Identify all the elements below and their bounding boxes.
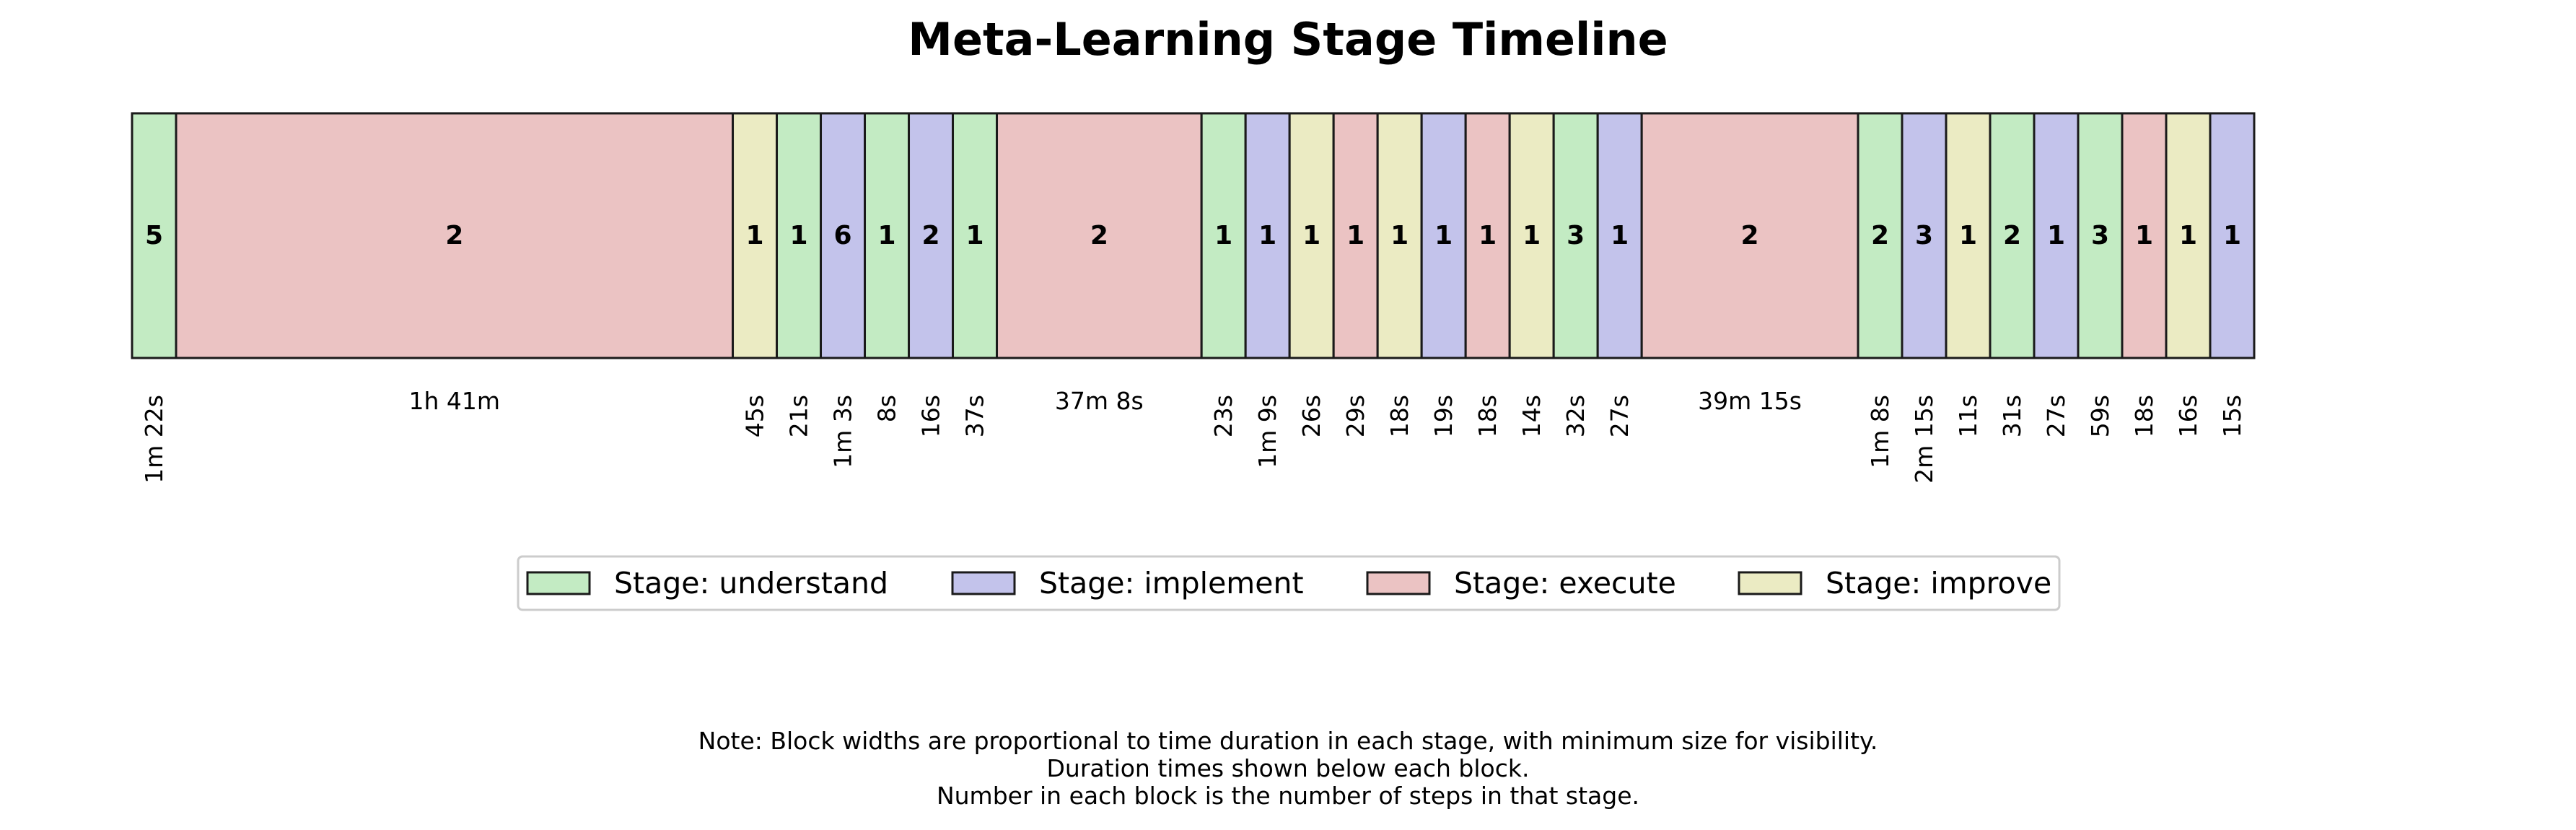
legend bbox=[518, 556, 2059, 610]
legend-label-execute: Stage: execute bbox=[1454, 566, 1676, 600]
block-step-count: 1 bbox=[1258, 221, 1277, 250]
block-duration-label: 19s bbox=[1429, 395, 1458, 438]
block-duration-label: 26s bbox=[1297, 395, 1326, 438]
block-duration-label: 27s bbox=[2042, 395, 2070, 438]
block-step-count: 3 bbox=[1567, 221, 1585, 250]
block-duration-label: 27s bbox=[1605, 395, 1634, 438]
block-duration-label: 15s bbox=[2218, 395, 2246, 438]
block-step-count: 3 bbox=[1914, 221, 1934, 250]
block-duration-label: 37s bbox=[960, 395, 989, 438]
block-duration-label: 8s bbox=[872, 395, 901, 423]
block-step-count: 1 bbox=[1214, 221, 1233, 250]
block-step-count: 1 bbox=[2134, 221, 2154, 250]
block-duration-label: 37m 8s bbox=[1054, 387, 1144, 415]
block-step-count: 1 bbox=[1523, 221, 1541, 250]
block-step-count: 1 bbox=[789, 221, 808, 250]
block-step-count: 1 bbox=[2178, 221, 2198, 250]
legend-swatch-improve bbox=[1739, 572, 1801, 594]
block-duration-label: 1m 8s bbox=[1866, 395, 1894, 468]
block-step-count: 6 bbox=[833, 221, 852, 250]
duration-labels bbox=[140, 387, 2246, 484]
block-step-count: 1 bbox=[1611, 221, 1629, 250]
block-duration-label: 23s bbox=[1209, 395, 1238, 438]
legend-label-implement: Stage: implement bbox=[1039, 566, 1304, 600]
chart-title: Meta-Learning Stage Timeline bbox=[908, 13, 1668, 66]
block-duration-label: 21s bbox=[784, 395, 813, 438]
block-step-count: 2 bbox=[445, 221, 464, 250]
note-line-1: Note: Block widths are proportional to time duration in each stage, with minimum size for visibility. bbox=[698, 727, 1878, 755]
block-duration-label: 11s bbox=[1954, 395, 1982, 438]
block-duration-label: 1h 41m bbox=[408, 387, 501, 415]
block-step-count: 1 bbox=[877, 221, 896, 250]
legend-swatch-understand bbox=[527, 572, 590, 594]
block-step-count: 1 bbox=[2222, 221, 2242, 250]
block-duration-label: 1m 3s bbox=[828, 395, 857, 468]
legend-label-understand: Stage: understand bbox=[614, 566, 888, 600]
block-step-count: 1 bbox=[1302, 221, 1321, 250]
chart-note bbox=[698, 727, 1878, 810]
block-step-count: 2 bbox=[1740, 221, 1759, 250]
block-step-count: 1 bbox=[1346, 221, 1365, 250]
block-step-count: 1 bbox=[965, 221, 984, 250]
block-duration-label: 31s bbox=[1998, 395, 2026, 438]
block-duration-label: 18s bbox=[2130, 395, 2158, 438]
block-step-count: 1 bbox=[2046, 221, 2066, 250]
block-step-count: 2 bbox=[2002, 221, 2022, 250]
block-duration-label: 1m 22s bbox=[140, 395, 168, 484]
block-duration-label: 39m 15s bbox=[1698, 387, 1802, 415]
block-step-count: 3 bbox=[2090, 221, 2110, 250]
block-step-count: 2 bbox=[1090, 221, 1108, 250]
legend-label-improve: Stage: improve bbox=[1826, 566, 2052, 600]
block-step-count: 2 bbox=[921, 221, 940, 250]
block-duration-label: 29s bbox=[1341, 395, 1370, 438]
block-step-count: 5 bbox=[144, 221, 164, 250]
block-duration-label: 32s bbox=[1561, 395, 1590, 438]
note-line-2: Duration times shown below each block. bbox=[1046, 754, 1530, 782]
block-duration-label: 2m 15s bbox=[1910, 395, 1938, 484]
block-step-count: 1 bbox=[745, 221, 764, 250]
block-step-count: 2 bbox=[1870, 221, 1890, 250]
legend-swatch-implement bbox=[952, 572, 1015, 594]
block-duration-label: 14s bbox=[1517, 395, 1546, 438]
block-duration-label: 16s bbox=[2174, 395, 2202, 438]
block-step-count: 1 bbox=[1478, 221, 1497, 250]
block-duration-label: 18s bbox=[1473, 395, 1502, 438]
block-duration-label: 45s bbox=[740, 395, 769, 438]
block-duration-label: 16s bbox=[916, 395, 945, 438]
legend-swatch-execute bbox=[1367, 572, 1429, 594]
block-duration-label: 59s bbox=[2086, 395, 2114, 438]
block-step-count: 1 bbox=[1390, 221, 1409, 250]
note-line-3: Number in each block is the number of steps in that stage. bbox=[936, 782, 1640, 810]
block-step-count: 1 bbox=[1958, 221, 1978, 250]
timeline-blocks bbox=[132, 113, 2254, 358]
block-duration-label: 1m 9s bbox=[1253, 395, 1282, 468]
block-duration-label: 18s bbox=[1385, 395, 1414, 438]
block-step-count: 1 bbox=[1434, 221, 1453, 250]
